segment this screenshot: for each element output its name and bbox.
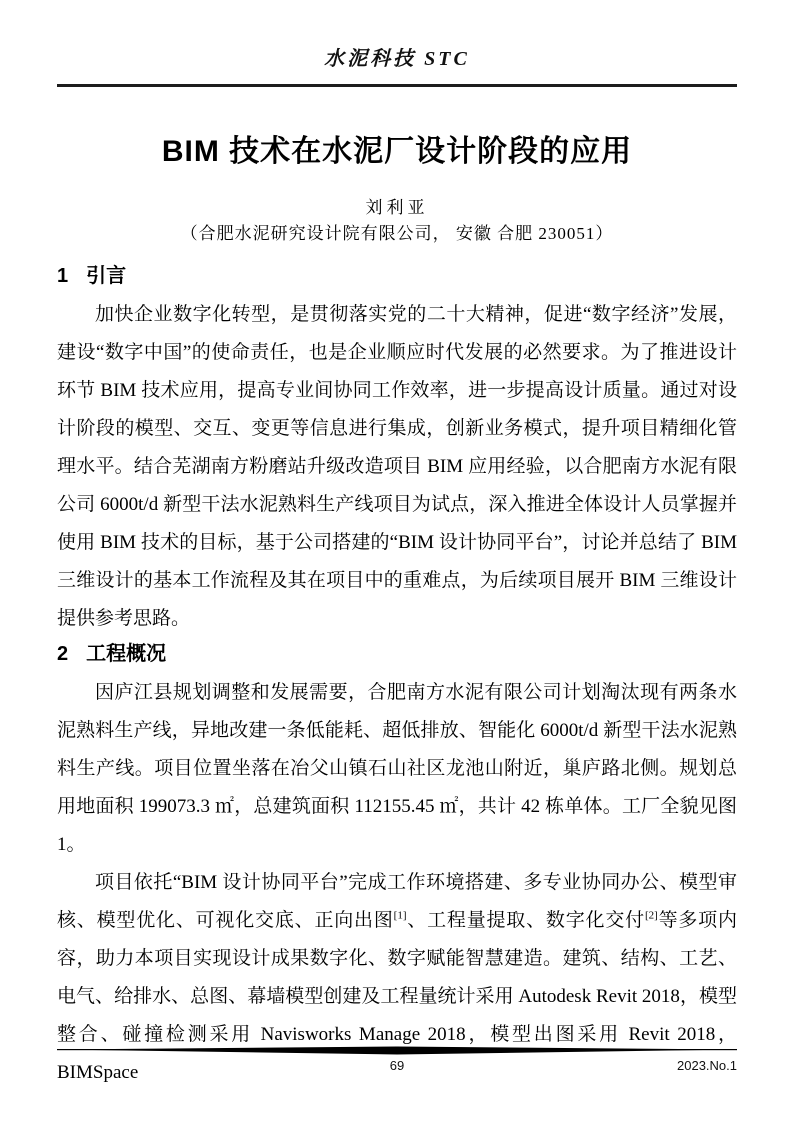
section-number: 2	[57, 643, 69, 665]
article-title: BIM 技术在水泥厂设计阶段的应用	[161, 135, 633, 168]
section-number: 1	[57, 265, 69, 287]
footer-rule	[57, 1046, 737, 1055]
author-name: 刘利亚	[365, 198, 429, 217]
section-title: 工程概况	[86, 643, 167, 665]
section-introduction	[57, 262, 737, 638]
citation-ref-1: [1]	[393, 909, 407, 922]
header-rule	[57, 84, 737, 87]
page-footer	[57, 1046, 737, 1076]
paragraph-text: 等多项内容，助力本项目实现设计成果数字化、数字赋能智慧建造。建筑、结构、工艺、电气、给排水、总图、幕墙模型创建及工程量统计采用 Autodesk Revit 2018，模型整合、碰撞检测采用 Navisworks Manage 2018，模型出图采用 Revit 2018，BIMSpace	[57, 910, 737, 1083]
page-header	[57, 46, 737, 87]
paragraph: 因庐江县规划调整和发展需要，合肥南方水泥有限公司计划淘汰现有两条水泥熟料生产线，异地改建一条低能耗、超低排放、智能化 6000t/d 新型干法水泥熟料生产线。项目位置坐落在冶父山镇石山社区龙池山附近，巢庐路北侧。规划总用地面积 199073.3 ㎡，总建筑面积 112155.45 ㎡，共计 42 栋单体。工厂全貌见图 1。	[57, 682, 737, 855]
issue-label: 2023.No.1	[677, 1058, 737, 1073]
section-project-overview	[57, 640, 737, 1092]
page-number: 69	[389, 1058, 405, 1073]
paragraph-text: 、工程量提取、数字化交付	[406, 910, 645, 931]
section-heading-1	[57, 262, 737, 290]
citation-ref-2: [2]	[644, 909, 658, 922]
paragraph: 加快企业数字化转型，是贯彻落实党的二十大精神，促进“数字经济”发展，建设“数字中国”的使命责任，也是企业顺应时代发展的必然要求。为了推进设计环节 BIM 技术应用，提高专业间协同工作效率，进一步提高设计质量。通过对设计阶段的模型、交互、变更等信息进行集成，创新业务模式，提升项目精细化管理水平。结合芜湖南方粉磨站升级改造项目 BIM 应用经验，以合肥南方水泥有限公司 6000t/d 新型干法水泥熟料生产线项目为试点，深入推进全体设计人员掌握并使用 BIM 技术的目标，基于公司搭建的“BIM 设计协同平台”，讨论并总结了 BIM 三维设计的基本工作流程及其在项目中的重难点，为后续项目展开 BIM 三维设计提供参考思路。	[57, 304, 737, 629]
section-title: 引言	[86, 265, 127, 287]
paragraph-text: 项目依托“BIM 设计协同平台”完成工作环境搭建、多专业协同办公、模型审核、模型优化、可视化交底、正向出图	[57, 872, 737, 931]
author-affiliation: （合肥水泥研究设计院有限公司， 安徽 合肥 230051）	[180, 224, 614, 243]
journal-name: 水泥科技 STC	[324, 48, 470, 70]
footer-text-row	[57, 1056, 737, 1076]
section-heading-2	[57, 640, 737, 668]
